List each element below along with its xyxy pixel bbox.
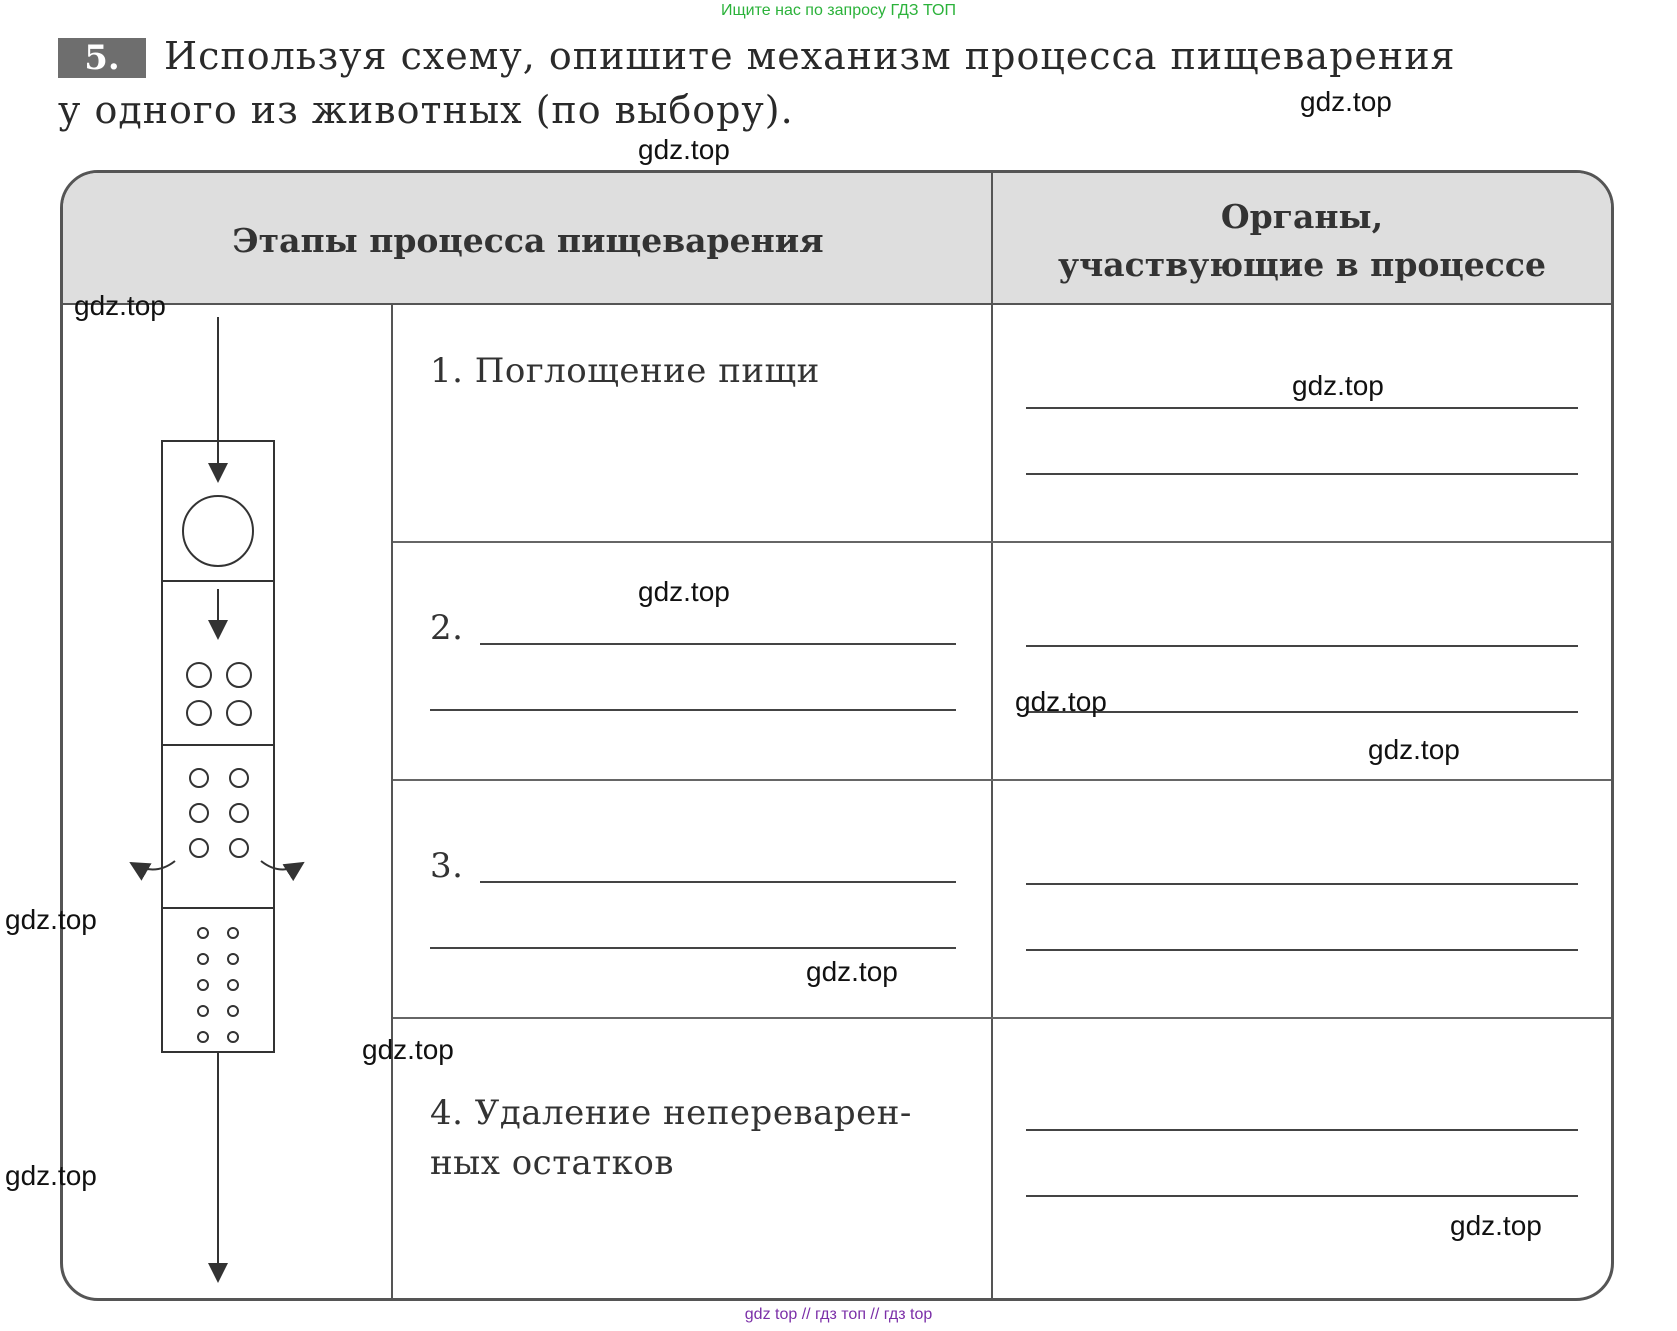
watermark: gdz.top [806, 956, 898, 987]
watermark: gdz.top [1450, 1210, 1542, 1241]
organs-line-2b[interactable] [1026, 711, 1578, 713]
stage-1-label: 1. Поглощение пищи [430, 351, 820, 391]
organs-line-3b[interactable] [1026, 949, 1578, 951]
organs-line-1a[interactable] [1026, 407, 1578, 409]
circle-icon [228, 928, 238, 938]
bottom-banner[interactable]: gdz top // гдз топ // гдз top [744, 1306, 933, 1323]
col-divider-main [991, 173, 993, 1298]
organs-line-4a[interactable] [1026, 1129, 1578, 1131]
circle-icon [228, 1032, 238, 1042]
task-text-line-1: Используя схему, опишите механизм процесса пищеварения [164, 34, 1456, 78]
watermark: gdz.top [1368, 734, 1460, 765]
circle-icon [228, 1006, 238, 1016]
answer-line-stage2-a[interactable] [480, 643, 956, 645]
scheme-column [162, 441, 274, 1052]
circle-icon [187, 701, 211, 725]
organs-line-4b[interactable] [1026, 1195, 1578, 1197]
watermark: gdz.top [1292, 370, 1384, 401]
circle-icon [227, 701, 251, 725]
digestion-scheme-diagram [63, 303, 391, 1298]
circle-icon [190, 769, 208, 787]
row-divider-1 [393, 541, 1611, 543]
stage-4-label-line1: 4. Удаление непереварен- [430, 1093, 912, 1133]
col2-header-line1: Органы, [1220, 197, 1384, 236]
answer-line-stage3-b[interactable] [430, 947, 956, 949]
organs-line-3a[interactable] [1026, 883, 1578, 885]
task-text-line-2: у одного из животных (по выбору). [58, 88, 794, 132]
watermark: gdz.top [638, 576, 730, 607]
watermark: gdz.top [5, 1160, 97, 1191]
watermark: gdz.top [362, 1034, 454, 1065]
organs-line-2a[interactable] [1026, 645, 1578, 647]
circle-icon [198, 980, 208, 990]
top-banner[interactable]: Ищите нас по запросу ГДЗ ТОП [721, 2, 956, 19]
watermark: gdz.top [74, 290, 166, 321]
arrow-diagonal-icon [131, 861, 175, 870]
organs-line-1b[interactable] [1026, 473, 1578, 475]
arrow-diagonal-icon [261, 861, 303, 870]
answer-line-stage3-a[interactable] [480, 881, 956, 883]
table-header [63, 173, 1611, 305]
circle-icon [230, 769, 248, 787]
circle-icon [187, 663, 211, 687]
watermark: gdz.top [638, 134, 730, 165]
circle-icon [228, 954, 238, 964]
col-divider-scheme [391, 303, 393, 1298]
watermark: gdz.top [1300, 86, 1392, 117]
watermark: gdz.top [5, 904, 97, 935]
circle-icon [227, 663, 251, 687]
task-number-badge: 5. [58, 38, 146, 78]
watermark: gdz.top [1015, 686, 1107, 717]
col1-header: Этапы процесса пищеварения [232, 221, 824, 260]
circle-icon [198, 1006, 208, 1016]
circle-icon [198, 928, 208, 938]
row-divider-3 [393, 1017, 1611, 1019]
answer-line-stage2-b[interactable] [430, 709, 956, 711]
stage-2-label: 2. [430, 608, 464, 648]
circle-icon [198, 954, 208, 964]
circle-icon [190, 839, 208, 857]
circle-icon [198, 1032, 208, 1042]
circle-icon [228, 980, 238, 990]
circle-icon [230, 804, 248, 822]
food-particle-circle-icon [183, 496, 253, 566]
row-divider-2 [393, 779, 1611, 781]
circle-icon [230, 839, 248, 857]
stage-4-label-line2: ных остатков [430, 1143, 674, 1183]
circle-icon [190, 804, 208, 822]
stage-3-label: 3. [430, 846, 464, 886]
col2-header-line2: участвующие в процессе [1058, 245, 1546, 284]
